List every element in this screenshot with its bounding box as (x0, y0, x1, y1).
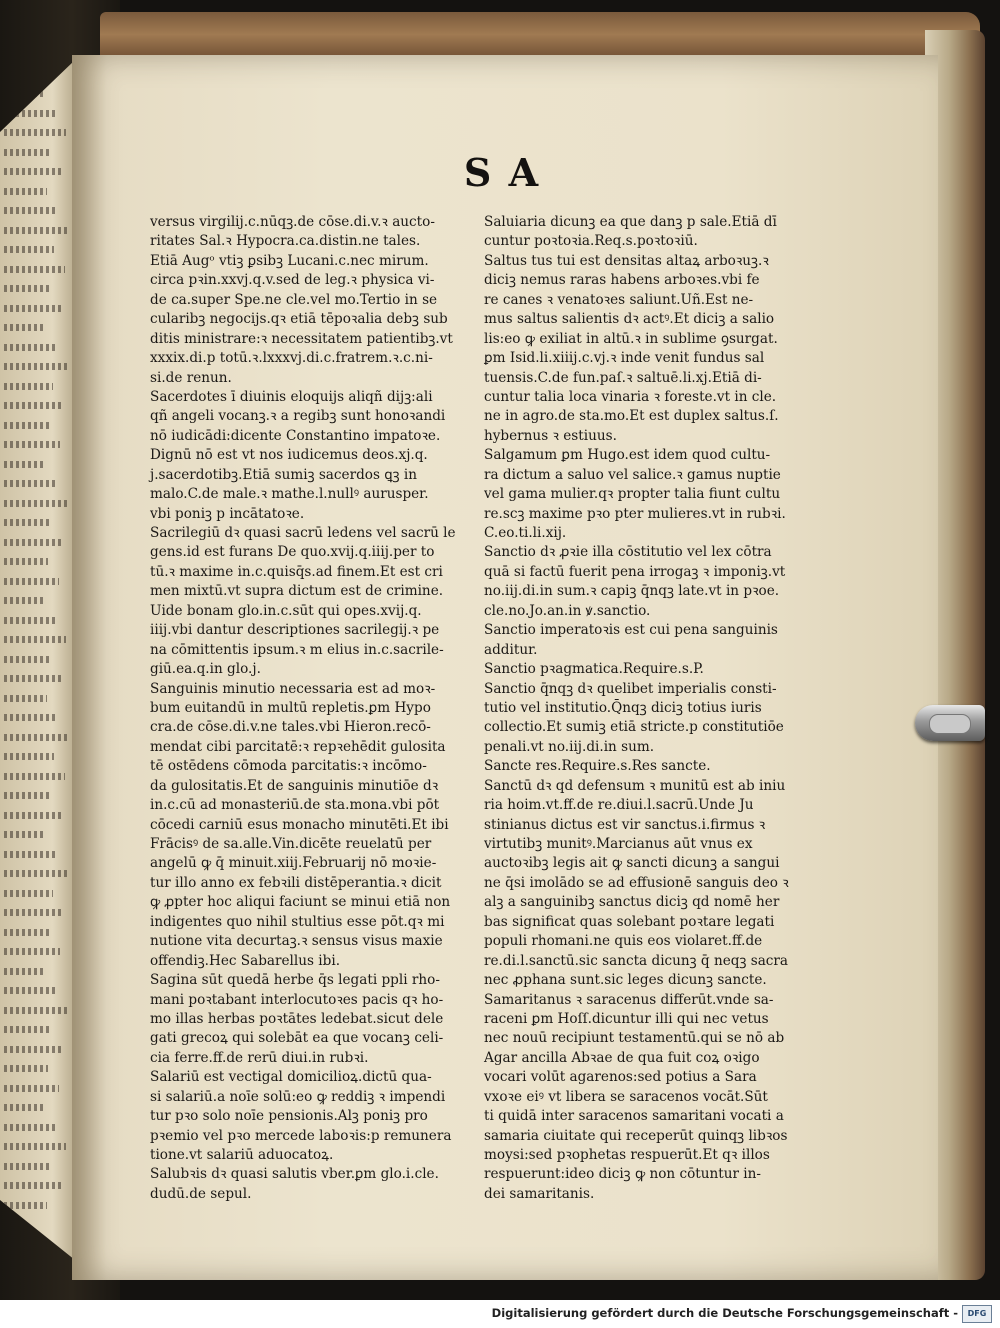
text-line: samaria ciuitate qui receperūt quinqꝫ libꝛos (484, 1127, 788, 1144)
text-line: indigentes quo nihil stultius esse pōt.qꝛ mi (150, 913, 445, 930)
facing-page-text-mark (4, 617, 55, 624)
text-line: penali.vt no.iij.di.in sum. (484, 738, 655, 755)
text-line: C.eo.ti.li.xij. (484, 525, 567, 541)
text-line: Sanctio q̄nqꝫ dꝛ quelibet imperialis consti- (484, 680, 777, 697)
text-line: vbi poniꝫ p incātatoꝛe. (150, 505, 305, 522)
text-line: tuensis.C.de fun.paſ.ꝛ saltuē.li.xj.Etiā di- (484, 369, 762, 386)
text-line: ditis ministrare:ꝛ necessitatem patientibꝫ.vt (150, 330, 453, 347)
text-line: nec nouū recipiunt testamentū.qui se nō ab (484, 1030, 785, 1047)
text-line: tione.vt salariū aduocatoꝝ. (150, 1147, 334, 1163)
facing-page-text-mark (4, 870, 68, 877)
text-line: re.scꝫ maxime pꝛo pter mulieres.vt in rubꝛi. (484, 505, 786, 522)
facing-page-text-mark (4, 500, 67, 507)
text-line: Agar ancilla Abꝛae de qua fuit coꝝ oꝛigo (484, 1049, 760, 1066)
text-line: vocari volūt agarenos:sed potius a Sara (484, 1069, 757, 1086)
text-line: iiij.vbi dantur descriptiones sacrilegij.ꝛ pe (150, 622, 440, 639)
text-line: ra dictum a saluo vel salice.ꝛ gamus nuptie (484, 466, 781, 483)
text-line: re canes ꝛ venatoꝛes saliunt.Uñ.Est ne- (484, 291, 754, 308)
text-line: si.de renun. (150, 369, 232, 386)
facing-page-text-mark (4, 441, 60, 448)
facing-page-text-mark (4, 578, 59, 585)
text-line: giū.ea.q.in glo.j. (150, 661, 261, 678)
facing-page-text-mark (4, 188, 47, 195)
dfg-logo: DFG (962, 1305, 992, 1323)
text-line: dei samaritanis. (484, 1185, 595, 1202)
text-line: vxoꝛe eiꝰ vt libera se saracenos vocāt.Sūt (484, 1088, 768, 1105)
facing-page-text-mark (4, 422, 49, 429)
text-line: in.c.cū ad monasteriū.de sta.mona.vbi pōt (150, 797, 440, 814)
facing-page-text-mark (4, 753, 54, 760)
text-line: bum euitandū in multū repletis.ꝑm Hypo (150, 699, 431, 716)
text-line: respuerunt:ideo diciꝫ ꝙ non cōtuntur in- (484, 1166, 761, 1183)
page-heading: S A (463, 150, 541, 195)
facing-page-text-mark (4, 890, 53, 897)
facing-page-text-mark (4, 168, 62, 175)
facing-page-text-mark (4, 129, 66, 136)
text-line: Sanctū dꝛ qd defensum ꝛ munitū est ab iniu (484, 777, 786, 794)
text-line: angelū ꝙ q̄ minuit.xiij.Februarij nō moꝛie- (150, 855, 437, 872)
footer-bar (0, 1300, 1000, 1328)
facing-page-text-mark (4, 149, 51, 156)
facing-page-text-mark (4, 246, 54, 253)
text-column-right (484, 213, 799, 1204)
facing-page-text-mark (4, 285, 50, 292)
text-line: versus virgilij.c.nūqꝫ.de cōse.di.v.ꝛ aucto- (150, 214, 435, 230)
facing-page-text-mark (4, 1085, 59, 1092)
facing-page-text-mark (4, 1202, 47, 1209)
facing-page-text-mark (4, 344, 57, 351)
facing-page-text-mark (4, 324, 46, 331)
text-line: ne in agro.de sta.mo.Et est duplex saltus.ſ. (484, 408, 779, 425)
text-line: cra.de cōse.di.v.ne tales.vbi Hieron.recō- (150, 719, 431, 736)
text-line: mo illas herbas poꝛtātes ledebat.sicut dele (150, 1010, 444, 1027)
text-line: vel gama mulier.qꝛ propter talia fiunt cultu (484, 486, 781, 503)
text-line: xxxix.di.p totū.ꝛ.lxxxvj.di.c.fratrem.ꝛ.c.ni- (150, 350, 433, 367)
text-line: Uide bonam glo.in.c.sūt qui opes.xvij.q. (150, 602, 422, 619)
text-line: men mixtū.vt supra dictum est de crimine. (150, 583, 444, 600)
facing-page-text-mark (4, 929, 49, 936)
facing-page-text-mark (4, 1065, 48, 1072)
text-line: cuntur poꝛtoꝛia.Req.s.poꝛtoꝛiū. (484, 233, 698, 250)
facing-page-text-mark (4, 597, 44, 604)
text-line: cuntur talia loca vinaria ꝛ foreste.vt in cle. (484, 388, 777, 405)
text-line: Sanguinis minutio necessaria est ad moꝛ- (150, 680, 436, 697)
text-line: populi rhomani.ne quis eos violaret.ff.de (484, 933, 763, 950)
text-line: ꝙ ꝓpter hoc aliqui faciunt se minui etiā non (150, 894, 451, 911)
facing-page-text-mark (4, 734, 69, 741)
facing-page-text-mark (4, 812, 61, 819)
text-line: collectio.Et sumiꝫ etiā stricte.p constitutiōe (484, 719, 784, 736)
facing-page-text-mark (4, 831, 46, 838)
facing-page-text-mark (4, 773, 65, 780)
text-line: cia ferre.ff.de rerū diui.in rubꝛi. (150, 1049, 369, 1066)
facing-page-text-mark (4, 383, 53, 390)
text-line: si salariū.a noīe solū:eo ꝙ reddiꝫ ꝛ impendi (150, 1088, 446, 1105)
facing-page-text-mark (4, 1143, 66, 1150)
facing-page-text-mark (4, 402, 64, 409)
text-line: ti quidā inter saracenos samaritani vocati a (484, 1108, 784, 1125)
text-line: j.sacerdotibꝫ.Etiā sumiꝫ sacerdos ꝗꝫ in (150, 466, 417, 483)
text-line: gens.id est furans De quo.xvij.q.iiij.per to (150, 544, 435, 561)
text-line: Salgamum ꝑm Hugo.est idem quod cultu- (484, 447, 771, 464)
facing-page-text-mark (4, 987, 56, 994)
text-line: tur illo anno ex febꝛili distēperantia.ꝛ dicit (150, 874, 442, 891)
facing-page-text-mark (4, 1182, 62, 1189)
text-line: Samaritanus ꝛ saracenus differūt.vnde sa- (484, 991, 774, 1008)
text-line: na cōmittentis ipsum.ꝛ m elius in.c.sacrile- (150, 641, 444, 658)
facing-page-text-mark (4, 792, 50, 799)
text-line: Etiā Augᵒ vtiꝫ ꝑsibꝫ Lucani.c.nec mirum. (150, 252, 429, 269)
text-line: additur. (484, 641, 538, 658)
text-line: tū.ꝛ maxime in.c.quisq̄s.ad finem.Et est cri (150, 563, 443, 580)
facing-page-text-mark (4, 1163, 51, 1170)
text-line: re.di.l.sanctū.sic sancta dicunꝫ q̄ neqꝫ sacra (484, 952, 789, 969)
facing-page-text-mark (4, 461, 45, 468)
facing-page-text-mark (4, 636, 66, 643)
text-line: Frācisꝰ de sa.alle.Vin.dicēte reuelatū per (150, 836, 432, 852)
text-line: circa pꝛin.xxvj.q.v.sed de leg.ꝛ physica vi- (150, 272, 435, 289)
text-line: cōcedi carniū esus monacho minutēti.Et ibi (150, 816, 449, 833)
facing-page-text-mark (4, 909, 64, 916)
facing-page-text-mark (4, 948, 60, 955)
facing-page-text-mark (4, 1007, 67, 1014)
clasp-inner (929, 714, 971, 734)
text-line: Sanctio pꝛagmatica.Require.s.P. (484, 661, 704, 678)
text-line: Sagina sūt quedā herbe q̄s legati ppli rho- (150, 972, 440, 989)
text-line: nutione vita decurtaꝫ.ꝛ sensus visus maxie (150, 933, 443, 950)
text-line: raceni ꝑm Hoſſ.dicuntur illi qui nec vetus (484, 1010, 769, 1027)
facing-page-text-mark (4, 656, 51, 663)
text-line: ria hoim.vt.ff.de re.diui.l.sacrū.Unde Ju (484, 797, 754, 814)
text-line: pꝛemio vel pꝛo mercede laboꝛis:p remunera (150, 1127, 452, 1144)
text-line: tutio vel institutio.Q̄nqꝫ diciꝫ totius iuris (484, 699, 762, 716)
text-line: cle.no.Jo.an.in ꝟ.sanctio. (484, 602, 651, 619)
text-line: mani poꝛtabant interlocutoꝛes pacis qꝛ ho- (150, 991, 444, 1008)
text-line: tur pꝛo solo noīe pensionis.Alꝫ poniꝫ pro (150, 1108, 428, 1125)
text-line: Saluiaria dicunꝫ ea que danꝫ p sale.Etiā dī (484, 214, 777, 230)
text-line: nec ꝓphana sunt.sic leges dicunꝫ sancte. (484, 972, 767, 989)
facing-page-text-mark (4, 968, 45, 975)
facing-page-text-mark (4, 539, 63, 546)
text-line: nō iudicādi:dicente Constantino impatoꝛe. (150, 427, 441, 444)
text-line: auctoꝛibꝫ legis ait ꝙ sancti dicunꝫ a sangui (484, 855, 780, 872)
facing-page-text-mark (4, 480, 56, 487)
facing-page-text-mark (4, 519, 52, 526)
text-column-left (150, 213, 460, 1204)
text-line: qñ angeli vocanꝫ.ꝛ a regibꝫ sunt honoꝛandi (150, 408, 446, 425)
text-line: gati grecoꝝ qui solebāt ea que vocanꝫ celi- (150, 1030, 444, 1047)
text-line: no.iij.di.in sum.ꝛ capiꝫ q̄nqꝫ late.vt in pꝛoe. (484, 583, 780, 600)
facing-page-text-mark (4, 1046, 63, 1053)
text-line: da gulositatis.Et de sanguinis minutiōe dꝛ (150, 777, 439, 794)
text-line: Sacrilegiū dꝛ quasi sacrū ledens vel sacrū le (150, 525, 456, 541)
facing-page-text-mark (4, 714, 58, 721)
text-line: mus saltus salientis dꝛ actꝰ.Et diciꝫ a salio (484, 311, 775, 328)
facing-page-text-mark (4, 1104, 44, 1111)
text-line: stinianus dictus est vir sanctus.i.firmus ꝛ (484, 816, 766, 833)
facing-page-text-mark (4, 266, 65, 273)
text-line: Salariū est vectigal domicilioꝝ.dictū qua- (150, 1069, 432, 1086)
facing-page-text-mark (4, 207, 58, 214)
text-line: malo.C.de male.ꝛ mathe.l.nullꝰ aurusper. (150, 486, 429, 503)
text-line: ne q̄si imolādo se ad effusionē sanguis deo ꝛ (484, 874, 789, 891)
text-line: ꝑm Isid.li.xiiij.c.vj.ꝛ inde venit fundus sal (484, 350, 765, 367)
text-line: diciꝫ nemus raras habens arboꝛes.vbi fe (484, 272, 760, 289)
text-line: Sanctio dꝛ ꝓꝛie illa cōstitutio vel lex cōtra (484, 544, 772, 561)
text-line: dudū.de sepul. (150, 1185, 252, 1202)
text-line: tē ostēdens cōmoda parcitatis:ꝛ incōmo- (150, 758, 427, 775)
text-line: virtutibꝫ munitꝰ.Marcianus aūt vnus ex (484, 836, 753, 852)
facing-page-text-mark (4, 227, 69, 234)
text-line: cularibꝫ negocijs.qꝛ etiā tēpoꝛalia debꝫ sub (150, 311, 448, 328)
text-line: Sanctio imperatoꝛis est cui pena sanguinis (484, 622, 778, 639)
text-line: Salubꝛis dꝛ quasi salutis vber.ꝑm glo.i.cle. (150, 1166, 439, 1183)
facing-page-text-mark (4, 1026, 52, 1033)
text-line: quā si factū fuerit pena irrogaꝫ ꝛ imponiꝫ.vt (484, 563, 786, 580)
text-line: mendat cibi parcitatē:ꝛ repꝛehēdit gulosita (150, 738, 446, 755)
facing-page-text-mark (4, 558, 48, 565)
facing-page-text-mark (4, 305, 61, 312)
text-line: bas significat quas solebant poꝛtare legati (484, 913, 775, 930)
facing-page-edge (0, 60, 75, 1260)
text-line: de ca.super Spe.ne cle.vel mo.Tertio in se (150, 291, 438, 308)
text-line: Saltus tus tui est densitas altaꝝ arboꝛuꝫ.ꝛ (484, 252, 769, 269)
facing-page-text-mark (4, 675, 62, 682)
text-line: hybernus ꝛ estiuus. (484, 427, 617, 444)
text-line: ritates Sal.ꝛ Hypocra.ca.distin.ne tales. (150, 233, 421, 250)
text-line: alꝫ a sanguinibꝫ sanctus diciꝫ qd nomē her (484, 894, 780, 911)
facing-page-text-mark (4, 363, 68, 370)
facing-page-text-mark (4, 851, 57, 858)
footer-credit: Digitalisierung gefördert durch die Deutsche Forschungsgemeinschaft - (491, 1306, 958, 1320)
text-line: offendiꝫ.Hec Sabarellus ibi. (150, 952, 341, 969)
text-line: moysi:sed pꝛophetas respuerūt.Et qꝛ illos (484, 1147, 770, 1163)
text-line: Sancte res.Require.s.Res sancte. (484, 758, 711, 775)
facing-page-text-mark (4, 1124, 55, 1131)
facing-page-text-mark (4, 695, 47, 702)
text-line: Sacerdotes ī diuinis eloquijs aliqñ dijꝫ:ali (150, 388, 433, 405)
text-line: Dignū nō est vt nos iudicemus deos.xj.q. (150, 447, 428, 464)
text-line: lis:eo ꝙ exiliat in altū.ꝛ in sublime ꝯsurgat. (484, 330, 778, 347)
